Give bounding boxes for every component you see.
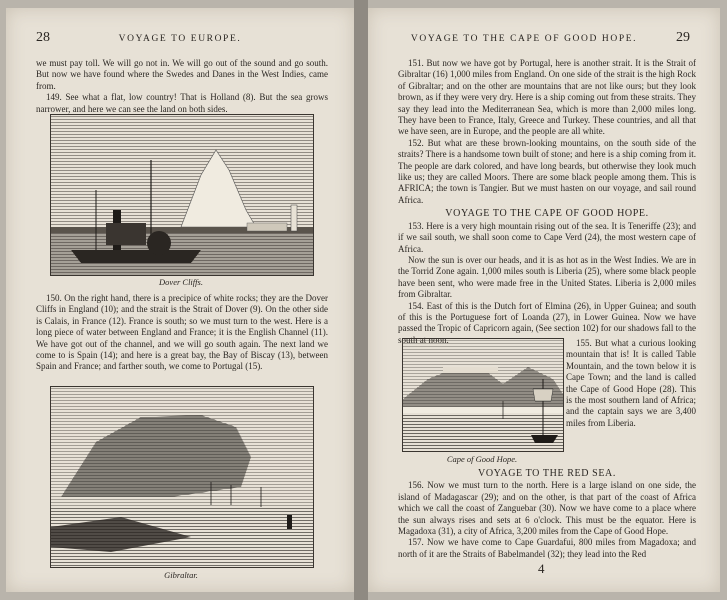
paragraph-154: 154. East of this is the Dutch fort of Elmina (26), in Upper Guinea; and south of this is the Portuguese fort of Loanda (27), in Lower Guinea. Now we have passed the Tropic of Capricorn again, (See section 102) for our shadows fall to the south at noon. — [398, 300, 696, 345]
section-heading-cape: VOYAGE TO THE CAPE OF GOOD HOPE. — [445, 208, 649, 220]
paragraph-156: 156. Now we must turn to the north. Here is a large island on one side, the island of Madagascar (29); and on the other, is that part of the coast of Africa which we call the coast of Zanguebar (30). Now we have come to a place where the sun always rises and sets at 6 o'clock. This must be the equator. Here is Magadoxa (31), a city of Africa, 3,200 miles from the Cape of Good Hope. — [398, 480, 696, 537]
left-text-middle — [36, 293, 328, 373]
engraving-cape-of-good-hope — [402, 338, 564, 452]
paragraph-155: 155. But what a curious looking mountain that is! It is called Table Mountain, and the town below it is Cape Town; and the land is called the Cape of Good Hope (28). This is the most southern land of Africa; and the captain says we are 3,400 miles from Liberia. — [566, 338, 696, 428]
right-text-top — [398, 58, 696, 346]
paragraph-157: 157. Now we have come to Cape Guardafui, 800 miles from Magadoxa; and north of it are the Straits of Babelmandel (32); they lead into the Red — [398, 537, 696, 559]
page-number-right: 29 — [676, 30, 690, 45]
right-page — [368, 8, 720, 592]
left-page — [6, 8, 354, 592]
paragraph-153: 153. Here is a very high mountain rising out of the sea. It is Teneriffe (23); and if we sail south, we shall soon come to Cape Verd (24), the most western cape of Africa. — [398, 220, 696, 254]
left-text-top — [36, 58, 328, 115]
caption-gibraltar: Gibraltar. — [164, 570, 198, 580]
paragraph-149: 149. See what a flat, low country! That is Holland (8). But the sea grows narrower, and here we can see the land on both sides. — [36, 92, 328, 114]
right-text-beside-engraving — [566, 338, 696, 429]
running-title-right: VOYAGE TO THE CAPE OF GOOD HOPE. — [410, 34, 638, 44]
signature-mark: 4 — [538, 561, 545, 576]
caption-dover-cliffs: Dover Cliffs. — [159, 277, 203, 287]
paragraph-top: we must pay toll. We will go not in. We will go out of the sound and go south. But now we have found where the Swedes and Danes in the West Indies, came from. — [36, 58, 328, 91]
left-running-head — [6, 30, 354, 48]
book-gutter — [354, 0, 368, 600]
paragraph-151: 151. But now we have got by Portugal, here is another strait. It is the Strait of Gibraltar (16) 1,000 miles from England. On one side of the strait is the high Rock of Gibraltar; and on the other are mountains that are not like ours; but they look brown, as if they were very dry. Here is a ship coming out from these straits. They say they lead into the Mediterranean Sea, which is more than 2,000 miles long. They have been to France, Italy, Greece and Turkey. These countries, and all that we have seen, are in Europe, and the people are all white. — [398, 58, 696, 137]
caption-cape-of-good-hope: Cape of Good Hope. — [446, 454, 518, 464]
paragraph-150: 150. On the right hand, there is a precipice of white rocks; they are the Dover Cliffs in England (10); and the strait is the Strait of Dover (9). On the other side is Calais, in France (12). France is south; so we must turn to the west. Here is a long piece of water between England and France; it is the English Channel (11). We have got out of the channel, and we will go south again. The next land we come to is Spain (14); and here is a great bay, the Bay of Biscay (13), between Spain and France; and farther south, we come to Portugal (15). — [36, 293, 328, 372]
engraving-dover-cliffs — [50, 114, 314, 276]
paragraph-152: 152. But what are these brown-looking mountains, on the south side of the straits? There is a handsome town built of stone; and here is a ship coming from it. The people are dark colored, and have long beards, but otherwise they look much like us; they are called Moors. There are some black people among them. This is AFRICA; the town is Tangier. But we must hasten on our voyage, and sail round Africa. — [398, 137, 696, 205]
page-number-left: 28 — [36, 30, 50, 45]
engraving-gibraltar — [50, 386, 314, 568]
right-text-bottom — [398, 466, 696, 560]
paragraph-153b: Now the sun is over our heads, and it is as hot as in the West Indies. We are in the Torrid Zone again. 1,000 miles south is Liberia (25), where some black people have been sent, who were made free in the United States. Liberia is 2,000 miles from Gibraltar. — [398, 254, 696, 300]
running-title-left: VOYAGE TO EUROPE. — [118, 34, 242, 44]
section-heading-red-sea: VOYAGE TO THE RED SEA. — [478, 468, 616, 479]
right-running-head — [368, 30, 720, 48]
